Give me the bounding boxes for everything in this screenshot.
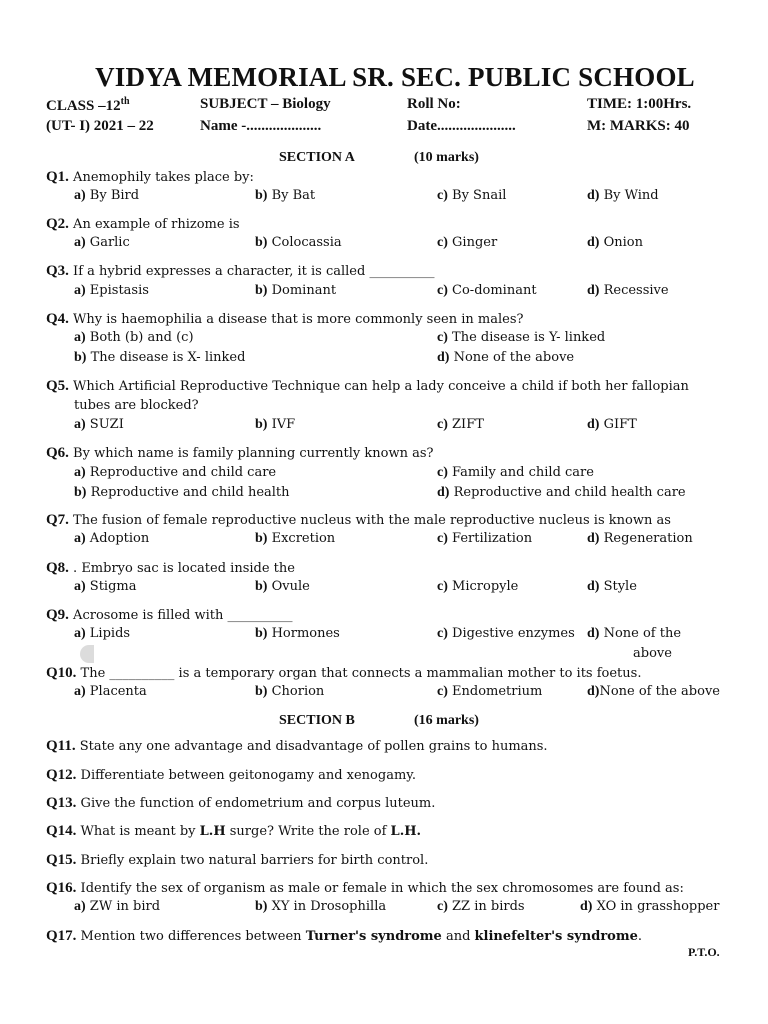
option-letter: d) [587,531,600,546]
option-letter: b) [255,417,268,432]
option-text: Colocassia [267,235,342,250]
pto-label: P.T.O. [688,945,720,959]
option-text: None of the above [449,350,575,365]
option-q2-2 [437,235,497,251]
option-q16-0 [74,899,160,915]
question-text: The __________ is a temporary organ that connects a mammalian mother to its foetus. [76,666,642,681]
option-letter: d) [437,350,450,365]
question-text: Differentiate between geitonogamy and xenogamy. [76,768,417,783]
question-10 [46,665,641,682]
question-text: An example of rhizome is [68,217,240,232]
question-text-mid: and [441,929,475,944]
question-8 [46,560,295,577]
question-3 [46,263,434,280]
question-number: Q2. [46,216,69,232]
option-q6-1 [437,465,594,481]
option-q8-1 [255,579,310,595]
option-q5-2 [437,417,484,433]
question-17 [46,928,642,945]
option-letter: d) [587,188,600,203]
option-letter: b) [74,350,87,365]
option-q8-0 [74,579,137,595]
option-letter: c) [437,330,448,345]
question-number: Q8. [46,560,69,576]
option-q9-3 [587,626,681,642]
option-q7-3 [587,531,693,547]
option-text: Co-dominant [447,283,537,298]
question-bold-term: L.H. [390,824,422,839]
option-letter: c) [437,684,448,699]
option-letter: b) [255,188,268,203]
option-text: Dominant [267,283,337,298]
option-letter: c) [437,579,448,594]
class-sup: th [120,96,130,107]
option-text: SUZI [85,417,124,432]
option-letter: b) [74,485,87,500]
question-number: Q11. [46,738,76,754]
option-text: Family and child care [447,465,594,480]
question-number: Q4. [46,311,69,327]
option-text: ZIFT [447,417,484,432]
question-14 [46,823,421,840]
option-text: None of the [599,626,682,641]
option-text: Adoption [85,531,150,546]
option-q10-2 [437,684,542,700]
option-letter: c) [437,283,448,298]
question-5-continued: tubes are blocked? [74,398,199,413]
option-letter: b) [255,579,268,594]
option-letter: d) [580,899,593,914]
option-text: Reproductive and child health care [449,485,686,500]
option-q10-0 [74,684,147,700]
option-text: Excretion [267,531,336,546]
option-text: ZZ in birds [447,899,525,914]
option-text: XY in Drosophilla [267,899,387,914]
option-text: Chorion [267,684,325,699]
option-letter: a) [74,531,86,546]
option-letter: a) [74,579,86,594]
scan-mark [80,645,94,663]
question-7 [46,512,671,529]
option-q16-3 [580,899,719,915]
option-letter: b) [255,235,268,250]
question-16 [46,880,684,897]
option-letter: d) [437,485,450,500]
option-text: Garlic [85,235,130,250]
option-text: GIFT [599,417,637,432]
question-number: Q1. [46,169,69,185]
section-a-title: SECTION A [279,150,355,165]
question-number: Q15. [46,852,77,868]
option-q1-1 [255,188,315,204]
option-q2-0 [74,235,130,251]
option-q8-2 [437,579,518,595]
option-letter: c) [437,417,448,432]
option-text: Regeneration [599,531,693,546]
option-text: Stigma [85,579,137,594]
question-12 [46,767,416,784]
option-q4-0 [74,330,194,346]
option-letter: a) [74,188,86,203]
option-q3-3 [587,283,669,299]
option-text: Style [599,579,637,594]
question-number: Q7. [46,512,69,528]
option-text: By Bird [85,188,140,203]
option-letter: b) [255,899,268,914]
question-text: State any one advantage and disadvantage of pollen grains to humans. [75,739,548,754]
roll-label: Roll No: [407,96,461,112]
class-text: CLASS –12 [46,98,121,114]
question-number: Q17. [46,928,77,944]
question-text-mid: surge? Write the role of [225,824,391,839]
option-q9-3-continued: above [633,646,672,661]
option-q9-2 [437,626,575,642]
question-11 [46,738,548,755]
option-q3-1 [255,283,336,299]
question-number: Q12. [46,767,77,783]
option-q10-3 [587,684,720,700]
subject-label: SUBJECT – Biology [200,96,331,112]
question-text: Identify the sex of organism as male or female in which the sex chromosomes are found as: [76,881,684,896]
option-q16-2 [437,899,525,915]
option-q10-1 [255,684,324,700]
option-text: ZW in bird [85,899,161,914]
option-letter: b) [255,626,268,641]
question-number: Q6. [46,445,69,461]
option-q4-1 [437,330,605,346]
option-letter: d) [587,235,600,250]
option-q4-2 [74,350,245,366]
option-text: None of the above [599,684,720,699]
option-letter: c) [437,531,448,546]
option-text: The disease is Y- linked [447,330,606,345]
option-text: Placenta [85,684,147,699]
option-letter: a) [74,417,86,432]
section-b-title: SECTION B [279,713,355,728]
question-4 [46,311,523,328]
option-letter: c) [437,899,448,914]
option-q2-1 [255,235,342,251]
marks-label: M: MARKS: 40 [587,118,690,134]
option-letter: b) [255,684,268,699]
option-text: By Snail [447,188,507,203]
question-bold-term: klinefelter's syndrome [474,929,638,944]
option-text: Fertilization [447,531,533,546]
option-q9-1 [255,626,340,642]
option-q7-1 [255,531,335,547]
question-bold-term: L.H [199,824,226,839]
section-a-marks: (10 marks) [414,150,479,165]
section-b-marks: (16 marks) [414,713,479,728]
option-q1-3 [587,188,659,204]
question-text: The fusion of female reproductive nucleus with the male reproductive nucleus is known as [68,513,671,528]
question-number: Q9. [46,607,69,623]
question-text: Briefly explain two natural barriers for birth control. [76,853,429,868]
option-q6-2 [74,485,290,501]
option-text: XO in grasshopper [592,899,720,914]
option-q5-0 [74,417,124,433]
option-letter: a) [74,235,86,250]
option-text: By Bat [267,188,316,203]
option-letter: d) [587,417,600,432]
question-6 [46,445,434,462]
question-number: Q13. [46,795,77,811]
question-bold-term: Turner's syndrome [305,929,442,944]
option-q4-3 [437,350,574,366]
option-letter: d) [587,579,600,594]
option-q1-2 [437,188,506,204]
question-9 [46,607,293,624]
option-q5-1 [255,417,295,433]
name-field: Name -.................... [200,118,322,134]
option-text: IVF [267,417,296,432]
option-q7-0 [74,531,149,547]
date-field: Date..................... [407,118,516,134]
question-number: Q16. [46,880,77,896]
question-number: Q5. [46,378,69,394]
option-letter: c) [437,626,448,641]
question-text: . Embryo sac is located inside the [68,561,295,576]
option-text: Reproductive and child care [85,465,277,480]
time-label: TIME: 1:00Hrs. [587,96,692,112]
option-text: Epistasis [85,283,149,298]
option-q5-3 [587,417,637,433]
exam-label: (UT- I) 2021 – 22 [46,118,154,134]
option-letter: b) [255,283,268,298]
option-letter: c) [437,465,448,480]
option-text: Micropyle [447,579,519,594]
question-text: If a hybrid expresses a character, it is called __________ [68,264,435,279]
question-13 [46,795,435,812]
option-q8-3 [587,579,637,595]
option-q9-0 [74,626,130,642]
option-text: Hormones [267,626,340,641]
question-text: Anemophily takes place by: [68,170,254,185]
question-text: Acrosome is filled with __________ [68,608,293,623]
option-letter: d) [587,684,600,699]
option-text: Lipids [85,626,131,641]
option-letter: a) [74,899,86,914]
option-text: Reproductive and child health [86,485,290,500]
question-15 [46,852,428,869]
option-q1-0 [74,188,139,204]
option-text: Onion [599,235,643,250]
option-text: Both (b) and (c) [85,330,194,345]
option-q16-1 [255,899,386,915]
question-text: Mention two differences between [76,929,306,944]
option-letter: a) [74,626,86,641]
option-text: Ginger [447,235,498,250]
option-q7-2 [437,531,532,547]
option-letter: a) [74,330,86,345]
option-text: Digestive enzymes [447,626,575,641]
option-text: Recessive [599,283,669,298]
question-text: By which name is family planning currently known as? [68,446,434,461]
option-q3-0 [74,283,149,299]
class-label [46,96,130,115]
question-text: Why is haemophilia a disease that is more commonly seen in males? [68,312,524,327]
option-text: By Wind [599,188,659,203]
option-text: Endometrium [447,684,543,699]
question-number: Q14. [46,823,77,839]
option-letter: a) [74,684,86,699]
option-text: The disease is X- linked [86,350,246,365]
option-letter: d) [587,283,600,298]
question-number: Q3. [46,263,69,279]
school-title: VIDYA MEMORIAL SR. SEC. PUBLIC SCHOOL [95,62,695,92]
option-q3-2 [437,283,537,299]
option-letter: c) [437,188,448,203]
option-letter: d) [587,626,600,641]
question-1 [46,169,254,186]
option-letter: b) [255,531,268,546]
question-2 [46,216,240,233]
question-text: Give the function of endometrium and corpus luteum. [76,796,436,811]
option-letter: a) [74,283,86,298]
question-text-end: . [637,929,643,944]
question-5 [46,378,689,395]
question-text: Which Artificial Reproductive Technique can help a lady conceive a child if both her fallopian [68,379,689,394]
option-letter: a) [74,465,86,480]
option-q6-0 [74,465,276,481]
question-number: Q10. [46,665,77,681]
option-letter: c) [437,235,448,250]
option-q6-3 [437,485,686,501]
option-q2-3 [587,235,643,251]
option-text: Ovule [267,579,310,594]
question-text: What is meant by [76,824,200,839]
